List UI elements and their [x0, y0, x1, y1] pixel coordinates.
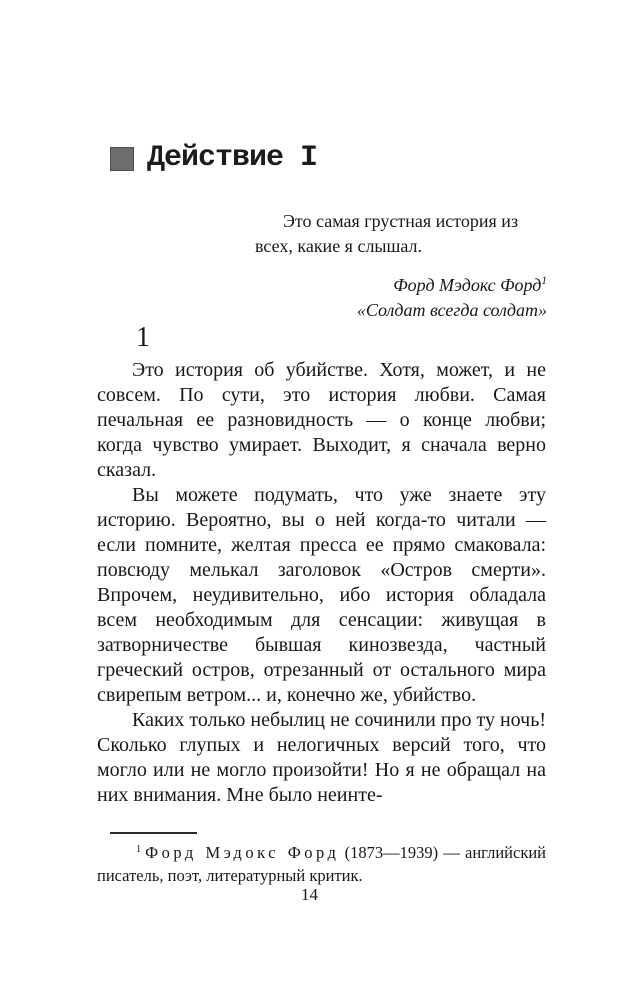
- body-text: [97, 358, 546, 808]
- epigraph-attribution: [255, 273, 547, 323]
- epigraph-source: «Солдат всегда солдат»: [356, 300, 547, 320]
- chapter-title: Действие I: [147, 141, 318, 175]
- page-number: 14: [301, 885, 318, 904]
- footnote-person-name: Форд Мэдокс Форд: [145, 843, 340, 862]
- paragraph: Каких только небылиц не сочинили про ту ночь! Сколько глупых и нелогичных версий того, что могло или не могло произойти! Но я не обращал на них внимания. Мне было неинте-: [97, 709, 546, 806]
- epigraph: [255, 209, 547, 323]
- footnote-text: (1873—1939) — английский писатель, поэт, литературный критик.: [97, 843, 546, 885]
- footnote-divider: [110, 832, 197, 834]
- paragraph: Вы можете подумать, что уже знаете эту историю. Вероятно, вы о ней когда-то читали — если помните, желтая пресса ее прямо смаковала: повсюду мелькал заголовок «Остров смерти». Впрочем, неудивительно, ибо история обладала всем необходимым для сенсации: живущая в затворничестве бывшая кинозвезда, частный греческий остров, отрезанный от остального мира свирепым ветром... и, конечно же, убийство.: [97, 484, 546, 706]
- section-number: 1: [136, 322, 150, 353]
- footnote: [97, 841, 546, 887]
- epigraph-author: Форд Мэдокс Форд: [393, 275, 542, 295]
- footnote-reference: 1: [541, 275, 547, 287]
- footnote-marker: 1: [136, 843, 142, 855]
- paragraph: Это история об убийстве. Хотя, может, и не совсем. По сути, это история любви. Самая печальная ее разновидность — о конце любви; когда чувство умирает. Выходит, я сначала верно сказал.: [97, 359, 546, 481]
- chapter-marker-square-icon: [110, 147, 134, 171]
- epigraph-quote: Это самая грустная история из всех, какие я слышал.: [255, 211, 519, 256]
- chapter-header: [110, 140, 317, 176]
